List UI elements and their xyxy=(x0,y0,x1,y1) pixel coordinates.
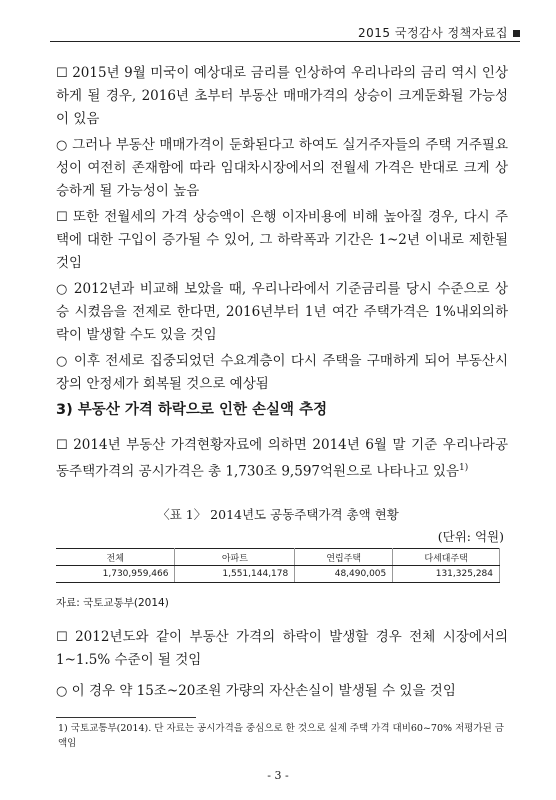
table-cell: 1,551,144,178 xyxy=(175,566,295,583)
paragraph-market-share xyxy=(56,626,508,672)
paragraph-text: 그러나 부동산 매매가격이 둔화된다고 하여도 실거주자들의 주택 거주필요성이 여전히 존재함에 따라 임대차시장에서의 전월세 가격은 반대로 크게 상승하게 될 가능성이 높음 xyxy=(56,137,509,199)
table-cell: 131,325,284 xyxy=(393,566,500,583)
table-caption: 〈표 1〉 2014년도 공동주택가격 총액 현황 xyxy=(157,507,399,522)
paragraph-text: 또한 전월세의 가격 상승액이 은행 이자비용에 비해 높아질 경우, 다시 주택에 대한 구입이 증가될 수 있어, 그 하락폭과 기간은 1~2년 이내로 제한될 것임 xyxy=(56,209,508,271)
paragraph-decline-limit xyxy=(56,206,508,275)
table-header-cell: 아파트 xyxy=(175,549,295,566)
header-title: 2015 국정감사 정책자료집 xyxy=(358,26,508,40)
footnote: 1) 국토교통부(2014). 단 자료는 공시가격을 중심으로 한 것으로 실제 주택 가격 대비60~70% 저평가된 금액임 xyxy=(58,723,504,749)
circle-bullet-icon: ○ xyxy=(56,282,69,297)
paragraph-market-recovery xyxy=(56,350,508,396)
table-header-cell: 전체 xyxy=(56,549,175,566)
paragraph-asset-loss xyxy=(56,680,508,703)
footnote-rule xyxy=(56,717,196,718)
paragraph-rate-hike xyxy=(56,62,508,131)
header-square-mark xyxy=(513,30,520,37)
checkbox-bullet-icon: ☐ xyxy=(56,438,68,453)
table-source: 자료: 국토교통부(2014) xyxy=(56,597,169,609)
table-header-cell: 연립주택 xyxy=(295,549,393,566)
header-rule xyxy=(50,41,520,42)
checkbox-bullet-icon: ☐ xyxy=(56,210,68,225)
housing-value-table xyxy=(56,548,500,583)
circle-bullet-icon: ○ xyxy=(56,684,68,699)
footnote-reference: 1) xyxy=(459,463,469,473)
paragraph-housing-value xyxy=(56,434,508,484)
paragraph-text: 2012년과 비교해 보았을 때, 우리나라에서 기준금리를 당시 수준으로 상승 시켰음을 전제로 한다면, 2016년부터 1년 여간 주택가격은 1%내외의하락이 발생할 수도 있을 것임 xyxy=(56,281,509,343)
table-row xyxy=(56,566,500,583)
table-unit: (단위: 억원) xyxy=(437,529,504,544)
circle-bullet-icon: ○ xyxy=(56,354,69,369)
paragraph-text: 이후 전세로 집중되었던 수요계층이 다시 주택을 구매하게 되어 부동산시장의 안정세가 회복될 것으로 예상됨 xyxy=(56,353,509,392)
paragraph-text: 2015년 9월 미국이 예상대로 금리를 인상하여 우리나라의 금리 역시 인상하게 될 경우, 2016년 초부터 부동산 매매가격의 상승이 크게둔화될 가능성이 있음 xyxy=(56,65,508,127)
table-header-row xyxy=(56,549,500,566)
paragraph-rental-price xyxy=(56,134,508,203)
checkbox-bullet-icon: ☐ xyxy=(56,66,68,81)
paragraph-text: 2014년 부동산 가격현황자료에 의하면 2014년 6월 말 기준 우리나라공 동주택가격의 공시가격은 총 1,730조 9,597억원으로 나타나고 있음 xyxy=(56,437,508,480)
paragraph-text: 2012년도와 같이 부동산 가격의 하락이 발생할 경우 전체 시장에서의 1~1.5% 수준이 될 것임 xyxy=(56,629,508,668)
table-cell: 1,730,959,466 xyxy=(56,566,175,583)
paragraph-2012-comparison xyxy=(56,278,508,347)
section-heading: 3) 부동산 가격 하락으로 인한 손실액 추정 xyxy=(56,402,328,418)
circle-bullet-icon: ○ xyxy=(56,138,68,153)
checkbox-bullet-icon: ☐ xyxy=(56,630,68,645)
paragraph-text: 이 경우 약 15조~20조원 가량의 자산손실이 발생될 수 있을 것임 xyxy=(71,683,456,699)
table-header-cell: 다세대주택 xyxy=(393,549,500,566)
page-number: - 3 - xyxy=(267,769,289,782)
table-cell: 48,490,005 xyxy=(295,566,393,583)
